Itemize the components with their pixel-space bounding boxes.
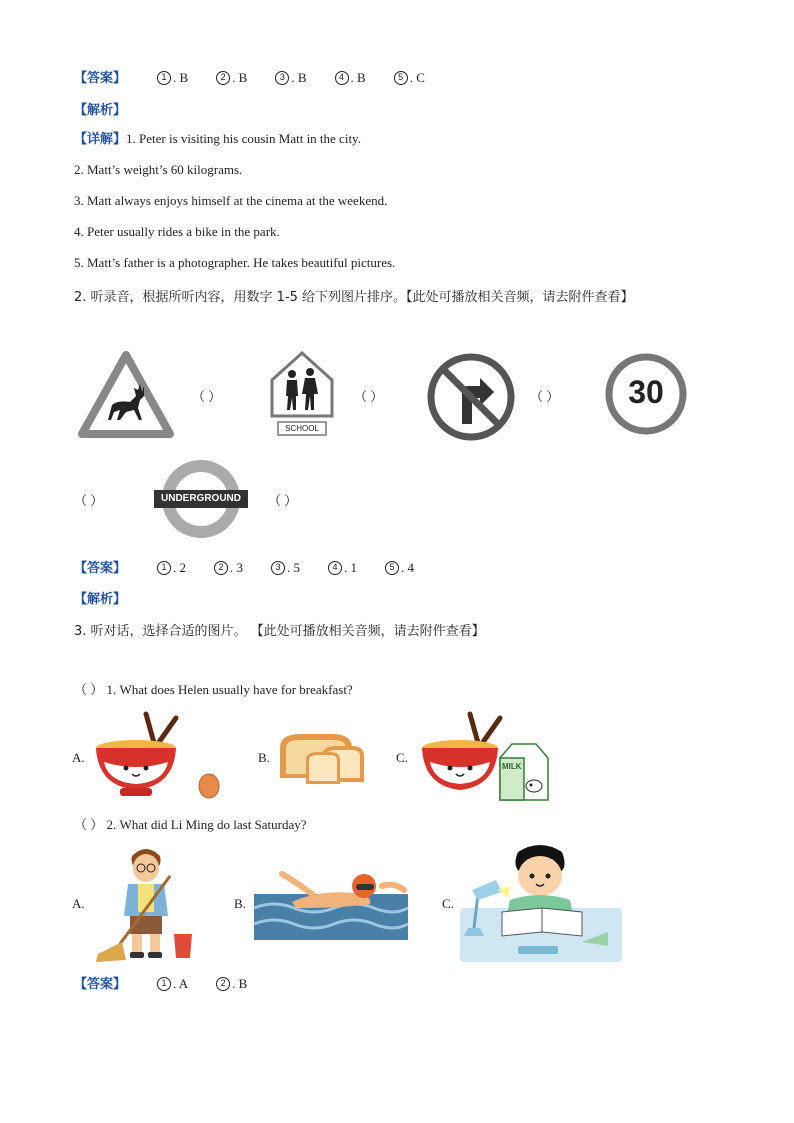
- speed-label: 30: [628, 374, 664, 410]
- answer-item: 2 . B: [216, 70, 247, 86]
- noodles-milk-image-icon: [420, 710, 554, 804]
- answer-item: 5 . 4: [385, 560, 414, 576]
- q2-option-c-label: C.: [442, 896, 454, 911]
- q1-option-b-label: B.: [258, 750, 270, 765]
- answer-item: 4 . 1: [328, 560, 357, 576]
- analysis-tag-2: 【解析】: [74, 592, 127, 607]
- answer-item: 4 . B: [335, 70, 366, 86]
- no-right-turn-sign-icon: [426, 352, 516, 442]
- boy-sweeping-image-icon: [92, 842, 202, 964]
- deer-warning-sign-icon: [78, 350, 174, 440]
- bread-image-icon: [276, 726, 366, 786]
- detail-line-3: 3. Matt always enjoys himself at the cinema at the weekend.: [74, 193, 388, 208]
- detail-tag: 【详解】: [74, 132, 127, 147]
- question-3-title: 3. 听对话，选择合适的图片。 【此处可播放相关音频，请去附件查看】: [74, 624, 485, 639]
- answer-blank[interactable]: （ ）: [74, 817, 104, 832]
- order-blank[interactable]: （ ）: [268, 493, 298, 508]
- answer-tag-3: 【答案】: [74, 977, 127, 992]
- answers-row-2: [157, 557, 414, 576]
- order-blank[interactable]: （ ）: [192, 389, 222, 404]
- answer-item: 2 . 3: [214, 560, 243, 576]
- order-blank[interactable]: （ ）: [74, 493, 104, 508]
- school-label: SCHOOL: [285, 424, 319, 433]
- answer-tag-1: 【答案】: [74, 71, 127, 86]
- detail-line-5: 5. Matt’s father is a photographer. He takes beautiful pictures.: [74, 255, 396, 270]
- order-blank[interactable]: （ ）: [354, 389, 384, 404]
- answer-tag-2: 【答案】: [74, 561, 127, 576]
- answer-item: 3 . 5: [271, 560, 300, 576]
- answer-item: 1 . B: [157, 70, 188, 86]
- order-blank[interactable]: （ ）: [530, 389, 560, 404]
- q2-line: （ ） 2. What did Li Ming do last Saturday?: [74, 817, 307, 832]
- q1-option-c-label: C.: [396, 750, 408, 765]
- answer-item: 2 . B: [216, 976, 247, 992]
- answer-item: 1 . A: [157, 976, 188, 992]
- underground-label: UNDERGROUND: [161, 493, 241, 504]
- answer-item: 1 . 2: [157, 560, 186, 576]
- answer-item: 3 . B: [275, 70, 306, 86]
- answers-row-1: [157, 67, 425, 86]
- question-2-title: 2. 听录音，根据所听内容，用数字 1-5 给下列图片排序。【此处可播放相关音频，请去附件查看】: [74, 290, 634, 305]
- answers-row-3: [157, 973, 247, 992]
- noodles-egg-image-icon: [94, 710, 224, 804]
- detail-line-4: 4. Peter usually rides a bike in the park.: [74, 224, 280, 239]
- detail-line-1: 【详解】1. Peter is visiting his cousin Matt in the city.: [74, 131, 361, 147]
- q1-option-a-label: A.: [72, 750, 85, 765]
- q2-option-b-label: B.: [234, 896, 246, 911]
- analysis-tag-1: 【解析】: [74, 103, 127, 118]
- q1-line: （ ） 1. What does Helen usually have for breakfast?: [74, 682, 353, 697]
- answer-blank[interactable]: （ ）: [74, 682, 104, 697]
- answer-item: 5 . C: [394, 70, 425, 86]
- boy-swimming-image-icon: [252, 864, 410, 942]
- boy-studying-image-icon: [458, 842, 624, 964]
- milk-label: MILK: [502, 762, 522, 771]
- q2-option-a-label: A.: [72, 896, 85, 911]
- detail-line-2: 2. Matt’s weight’s 60 kilograms.: [74, 162, 243, 177]
